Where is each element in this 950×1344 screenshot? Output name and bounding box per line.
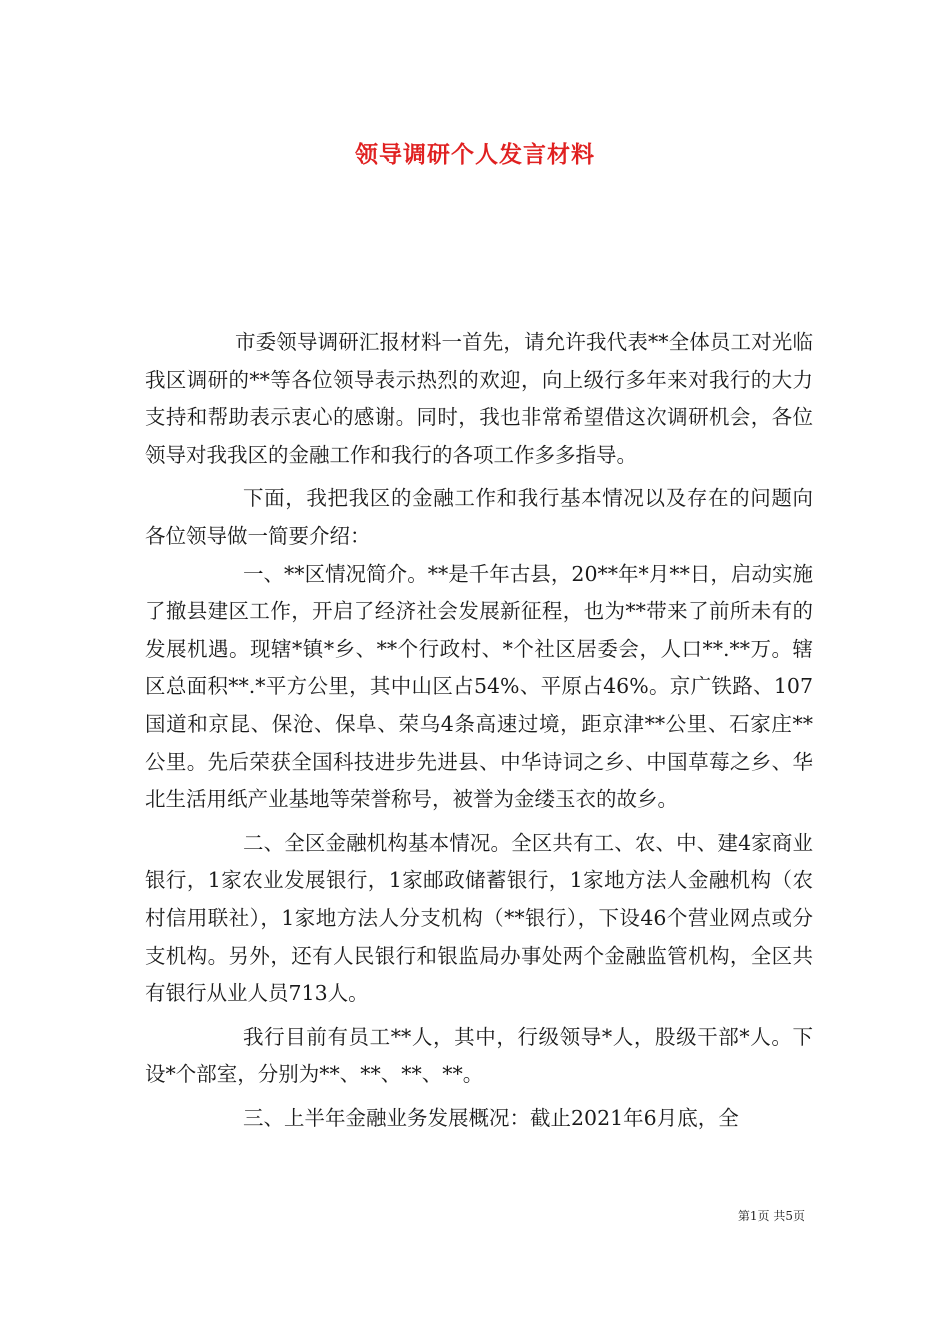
page-number: 第1页 共5页: [737, 1209, 805, 1223]
paragraph-district-intro: 一、**区情况简介。**是千年古县，20**年*月**日，启动实施了撤县建区工作，开启了经济社会发展新征程，也为**带来了前所未有的发展机遇。现辖*镇*乡、**个行政村、*个社区居委会，人口**.**万。辖区总面积**.*平方公里，其中山区占54%、平原占46%。京广铁路、107国道和京昆、保沧、保阜、荣乌4条高速过境，距京津**公里、石家庄**公里。先后荣获全国科技进步先进县、中华诗词之乡、中国草莓之乡、华北生活用纸产业基地等荣誉称号，被誉为金缕玉衣的故乡。: [145, 561, 813, 812]
paragraph-staff: 我行目前有员工**人，其中，行级领导*人，股级干部*人。下设*个部室，分别为**、**、**、**。: [145, 1024, 813, 1087]
paragraph-overview: 下面，我把我区的金融工作和我行基本情况以及存在的问题向各位领导做一简要介绍：: [145, 486, 813, 548]
document-body: [145, 324, 813, 1137]
page-title: 领导调研个人发言材料: [355, 142, 595, 168]
paragraph-business-overview: 三、上半年金融业务发展概况：截止2021年6月底，全: [243, 1105, 739, 1130]
paragraph-intro: 市委领导调研汇报材料一首先，请允许我代表**全体员工对光临我区调研的**等各位领导表示热烈的欢迎，向上级行多年来对我行的大力支持和帮助表示衷心的感谢。同时，我也非常希望借这次调研机会，各位领导对我我区的金融工作和我行的各项工作多多指导。: [145, 330, 813, 467]
paragraph-financial-institutions: 二、全区金融机构基本情况。全区共有工、农、中、建4家商业银行，1家农业发展银行，1家邮政储蓄银行，1家地方法人金融机构（农村信用联社），1家地方法人分支机构（**银行），下设46个营业网点或分支机构。另外，还有人民银行和银监局办事处两个金融监管机构，全区共有银行从业人员713人。: [145, 830, 813, 1006]
